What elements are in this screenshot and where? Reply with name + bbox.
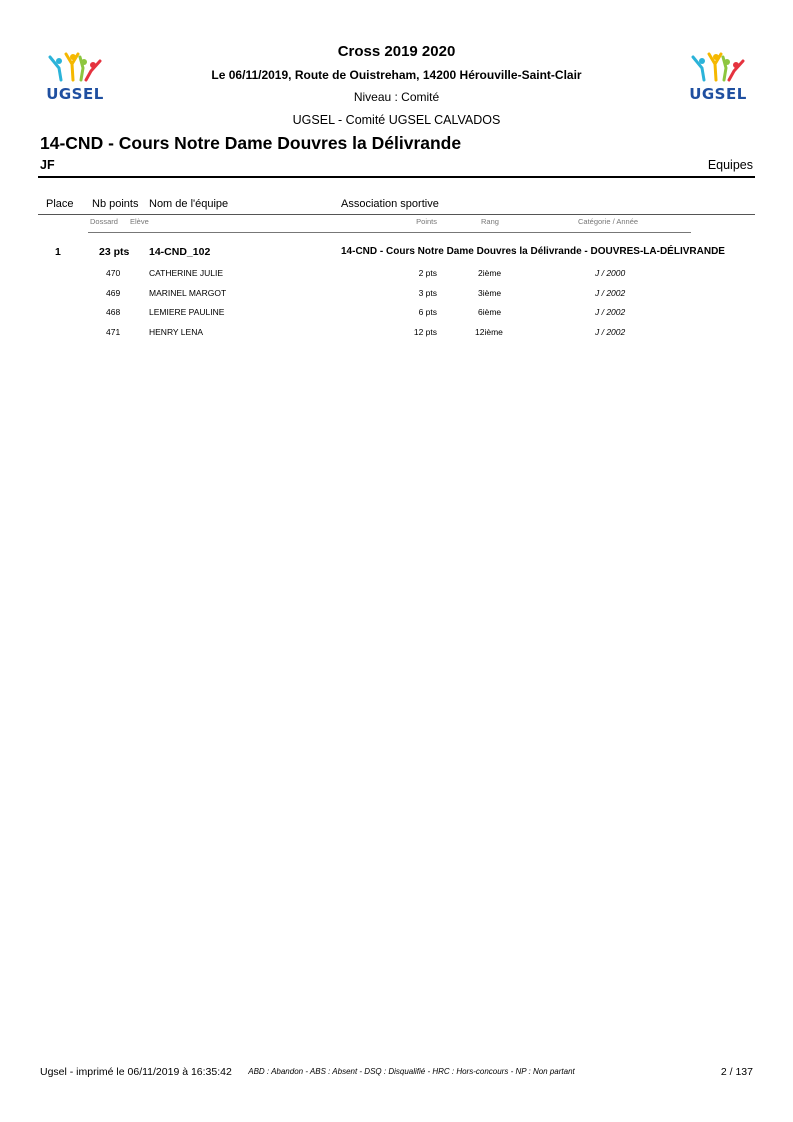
member-points: 3 pts	[418, 288, 437, 298]
ranking-type-label: Equipes	[707, 158, 753, 172]
member-rang: 3ième	[478, 288, 502, 298]
subcol-rang: Rang	[481, 217, 499, 226]
team-association: 14-CND - Cours Notre Dame Douvres la Délivrande - DOUVRES-LA-DÉLIVRANDE	[341, 246, 725, 257]
member-name: CATHERINE JULIE	[149, 268, 223, 278]
footer-legend: ABD : Abandon - ABS : Absent - DSQ : Disqualifié - HRC : Hors-concours - NP : Non partant	[248, 1067, 575, 1076]
team-name: 14-CND_102	[149, 246, 211, 258]
subheader-divider	[88, 232, 691, 233]
member-points: 12 pts	[413, 327, 437, 337]
member-name: HENRY LENA	[149, 327, 204, 337]
page-number: 2 / 137	[720, 1066, 753, 1078]
subcol-eleve: Elève	[130, 217, 149, 226]
member-dossard: 470	[106, 268, 121, 278]
member-categorie: J / 2002	[595, 307, 626, 317]
member-dossard: 468	[106, 307, 121, 317]
col-place: Place	[46, 198, 74, 210]
member-name: MARINEL MARGOT	[149, 288, 227, 298]
committee-name: UGSEL - Comité UGSEL CALVADOS	[292, 113, 501, 127]
team-place: 1	[55, 246, 61, 258]
col-association: Association sportive	[341, 198, 439, 210]
col-nb-points: Nb points	[92, 198, 139, 210]
team-points: 23 pts	[99, 246, 130, 258]
subcol-categorie: Catégorie / Année	[578, 217, 639, 226]
member-points: 2 pts	[418, 268, 437, 278]
subcol-points: Points	[416, 217, 437, 226]
member-rang: 6ième	[478, 307, 502, 317]
member-points: 6 pts	[418, 307, 437, 317]
member-rang: 2ième	[478, 268, 502, 278]
logo-text: UGSEL	[46, 85, 104, 103]
member-rang: 12ième	[475, 327, 503, 337]
document-title: Cross 2019 2020	[337, 43, 456, 60]
member-categorie: J / 2000	[595, 268, 626, 278]
section-divider	[38, 176, 755, 178]
member-dossard: 469	[106, 288, 121, 298]
category-label: JF	[40, 158, 55, 172]
header-divider	[38, 214, 755, 215]
logo-text: UGSEL	[689, 85, 747, 103]
subcol-dossard: Dossard	[90, 217, 118, 226]
member-dossard: 471	[106, 327, 121, 337]
member-categorie: J / 2002	[595, 327, 626, 337]
school-heading: 14-CND - Cours Notre Dame Douvres la Délivrande	[40, 133, 462, 153]
event-location: Le 06/11/2019, Route de Ouistreham, 14200 Hérouville-Saint-Clair	[211, 68, 582, 82]
member-name: LEMIERE PAULINE	[149, 307, 225, 317]
footer-printed: Ugsel - imprimé le 06/11/2019 à 16:35:42	[40, 1066, 232, 1078]
event-level: Niveau : Comité	[353, 90, 440, 104]
member-categorie: J / 2002	[595, 288, 626, 298]
col-team-name: Nom de l'équipe	[149, 198, 229, 210]
